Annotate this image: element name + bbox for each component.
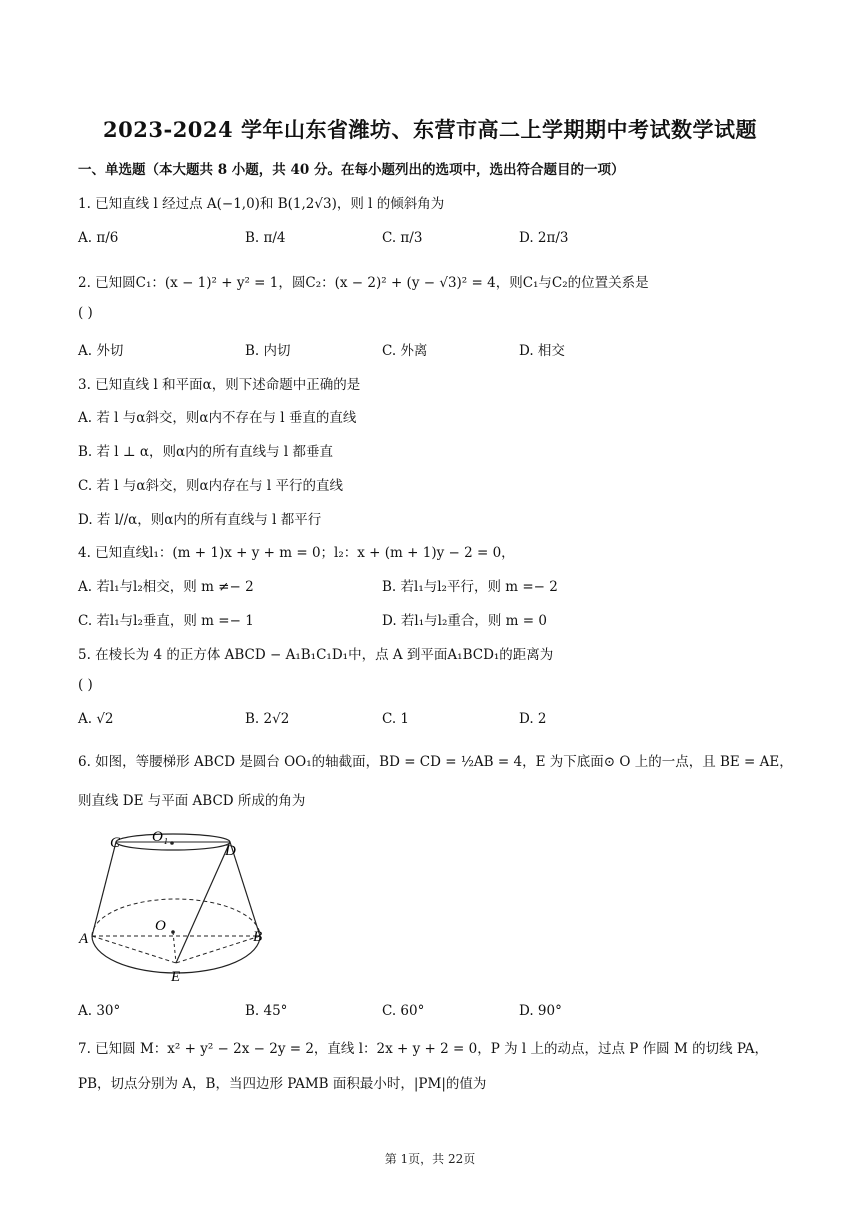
question-2-paren: ( )	[78, 305, 93, 321]
question-4-option-a: A. 若l₁与l₂相交，则 m ≠− 2	[78, 579, 254, 595]
figure-label-b: B	[253, 929, 263, 945]
page-title: 2023-2024 学年山东省潍坊、东营市高二上学期期中考试数学试题	[103, 117, 757, 142]
section-heading: 一、单选题（本大题共 8 小题，共 40 分。在每小题列出的选项中，选出符合题目的一项）	[78, 162, 625, 178]
figure-label-o1: O₁	[152, 829, 169, 845]
frustum-figure	[76, 822, 276, 988]
question-2-option-b: B. 内切	[245, 343, 291, 359]
question-4-option-d: D. 若l₁与l₂重合，则 m = 0	[382, 613, 547, 629]
question-6-option-a: A. 30°	[78, 1003, 121, 1019]
question-5-stem: 5. 在棱长为 4 的正方体 ABCD − A₁B₁C₁D₁中，点 A 到平面A₁BCD₁的距离为	[78, 647, 554, 663]
question-4-option-c: C. 若l₁与l₂垂直，则 m =− 1	[78, 613, 254, 629]
question-7-stem-line-1: 7. 已知圆 M：x² + y² − 2x − 2y = 2，直线 l：2x + y + 2 = 0，P 为 l 上的动点，过点 P 作圆 M 的切线 PA，	[78, 1041, 768, 1057]
question-7-stem-line-2: PB，切点分别为 A，B，当四边形 PAMB 面积最小时，|PM|的值为	[78, 1076, 487, 1092]
question-5-option-c: C. 1	[382, 711, 410, 727]
question-1-option-a: A. π/6	[78, 230, 119, 246]
question-2-stem: 2. 已知圆C₁：(x − 1)² + y² = 1，圆C₂：(x − 2)² + (y − √3)² = 4，则C₁与C₂的位置关系是	[78, 275, 649, 291]
question-5-paren: ( )	[78, 677, 93, 693]
figure-label-c: C	[110, 835, 121, 851]
figure-label-e: E	[171, 969, 181, 985]
question-4-stem: 4. 已知直线l₁：(m + 1)x + y + m = 0；l₂：x + (m + 1)y − 2 = 0，	[78, 545, 515, 561]
question-2-option-a: A. 外切	[78, 343, 124, 359]
question-6-option-b: B. 45°	[245, 1003, 288, 1019]
question-1-option-b: B. π/4	[245, 230, 286, 246]
question-6-option-c: C. 60°	[382, 1003, 425, 1019]
question-5-option-d: D. 2	[519, 711, 547, 727]
figure-label-a: A	[79, 931, 89, 947]
question-3-option-c: C. 若 l 与α斜交，则α内存在与 l 平行的直线	[78, 478, 343, 494]
question-2-option-d: D. 相交	[519, 343, 565, 359]
figure-label-d: D	[225, 843, 236, 859]
question-6-stem-line-2: 则直线 DE 与平面 ABCD 所成的角为	[78, 793, 306, 809]
question-1-option-c: C. π/3	[382, 230, 423, 246]
question-3-option-a: A. 若 l 与α斜交，则α内不存在与 l 垂直的直线	[78, 410, 357, 426]
question-3-option-d: D. 若 l//α，则α内的所有直线与 l 都平行	[78, 512, 322, 528]
question-2-option-c: C. 外离	[382, 343, 428, 359]
question-6-option-d: D. 90°	[519, 1003, 562, 1019]
page-footer: 第 1页，共 22页	[384, 1152, 476, 1166]
question-3-stem: 3. 已知直线 l 和平面α，则下述命题中正确的是	[78, 377, 361, 393]
question-5-option-a: A. √2	[78, 711, 114, 727]
question-4-option-b: B. 若l₁与l₂平行，则 m =− 2	[382, 579, 558, 595]
question-6-stem-line-1: 6. 如图，等腰梯形 ABCD 是圆台 OO₁的轴截面，BD = CD = ½AB = 4，E 为下底面⊙ O 上的一点，且 BE = AE，	[78, 754, 793, 770]
figure-label-o: O	[155, 918, 166, 934]
question-5-option-b: B. 2√2	[245, 711, 290, 727]
question-1-option-d: D. 2π/3	[519, 230, 569, 246]
question-3-option-b: B. 若 l ⊥ α，则α内的所有直线与 l 都垂直	[78, 444, 334, 460]
question-1-stem: 1. 已知直线 l 经过点 A(−1,0)和 B(1,2√3)，则 l 的倾斜角为	[78, 196, 445, 212]
